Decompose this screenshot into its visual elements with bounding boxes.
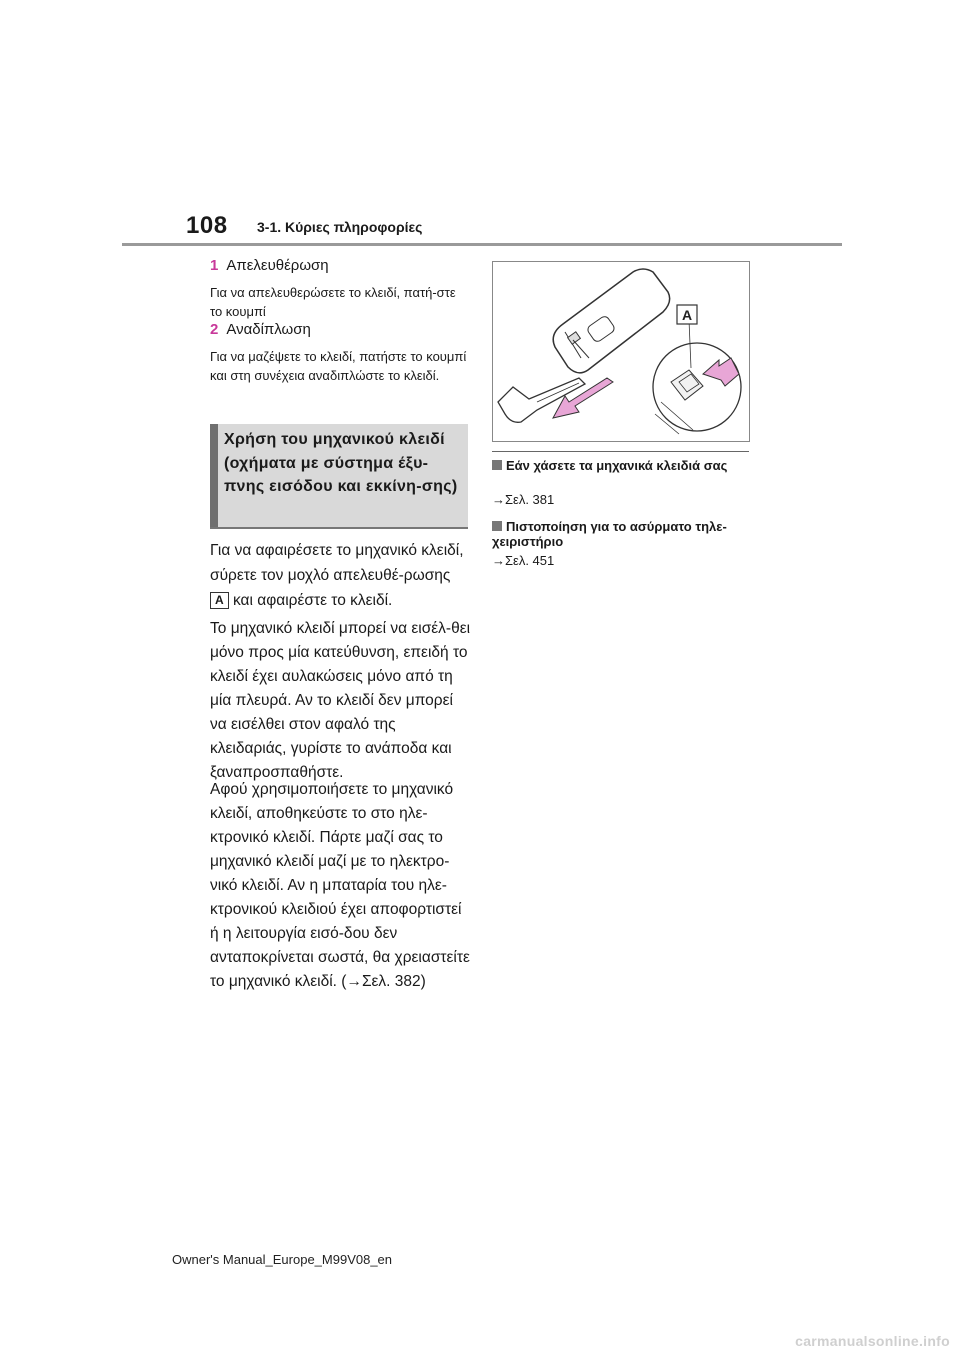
step-1-number: 1 <box>210 257 219 274</box>
step-1 <box>210 257 329 274</box>
key-fob-body <box>553 269 669 373</box>
note-lost-keys-reference: →Σελ. 381 <box>492 492 555 507</box>
note-lost-keys <box>492 458 752 473</box>
paragraph-store-key: Αφού χρησιμοποιήσετε το μηχανικό κλειδί, αποθηκεύστε το στο ηλε-κτρονικό κλειδί. Πάρτε μαζί σας το μηχανικό κλειδί μαζί με το ηλεκτρο-νικό κλειδί. Αν η μπαταρία του ηλε-κτρονικού κλειδιού έχει αποφορτιστεί ή η λειτουργία εισό-δου δεν ανταποκρίνεται σωστά, θα χρειαστείτε το μηχανικό κλειδί. (→Σελ. 382) <box>210 781 470 990</box>
section-title: 3-1. Κύριες πληροφορίες <box>257 219 423 235</box>
note-certification-title: Πιστοποίηση για το ασύρματο τηλε-χειριστήριο <box>492 519 727 549</box>
paragraph-remove-key <box>210 538 472 613</box>
section-heading-bar <box>210 424 218 527</box>
note-bullet-icon <box>492 460 502 470</box>
section-heading-title: Χρήση του μηχανικού κλειδί (οχήματα με σύστημα έξυ-πνης εισόδου και εκκίνη-σης) <box>224 431 458 495</box>
step-1-description: Για να απελευθερώσετε το κλειδί, πατή-στε το κουμπί <box>210 285 456 319</box>
step-1-label: Απελευθέρωση <box>226 257 329 274</box>
step-2-description: Για να μαζέψετε το κλειδί, πατήστε το κουμπί και στη συνέχεια αναδιπλώστε το κλειδί. <box>210 349 467 383</box>
step-2-label: Αναδίπλωση <box>226 321 311 338</box>
header-rule <box>122 243 842 246</box>
section-heading-box <box>210 424 468 529</box>
step-2 <box>210 321 311 338</box>
key-illustration-svg <box>493 262 749 441</box>
note-lost-keys-title: Εάν χάσετε τα μηχανικά κλειδιά σας <box>506 458 728 473</box>
footer-text: Owner's Manual_Europe_M99V08_en <box>172 1252 393 1267</box>
step-2-number: 2 <box>210 321 219 338</box>
key-illustration <box>492 261 750 442</box>
paragraph-key-direction: Το μηχανικό κλειδί μπορεί να εισέλ-θει μόνο προς μία κατεύθυνση, επειδή το κλειδί έχει αυλακώσεις μόνο από τη μία πλευρά. Αν το κλειδί δεν μπορεί να εισέλθει στον αφαλό της κλειδαριάς, γυρίστε το ανάποδα και ξαναπροσπαθήστε. <box>210 620 471 781</box>
callout-a-tag: A <box>210 592 229 609</box>
paragraph-remove-key-part1: Για να αφαιρέσετε το μηχανικό κλειδί, σύρετε τον μοχλό απελευθέ-ρωσης <box>210 542 464 584</box>
note-certification-reference: →Σελ. 451 <box>492 553 555 568</box>
watermark: carmanualsonline.info <box>795 1333 950 1349</box>
figure-rule <box>492 451 749 452</box>
paragraph-remove-key-part2: και αφαιρέστε το κλειδί. <box>232 592 393 609</box>
note-bullet-icon <box>492 521 502 531</box>
callout-a-label: A <box>681 307 693 323</box>
note-certification <box>492 519 752 549</box>
page-number: 108 <box>186 212 228 239</box>
